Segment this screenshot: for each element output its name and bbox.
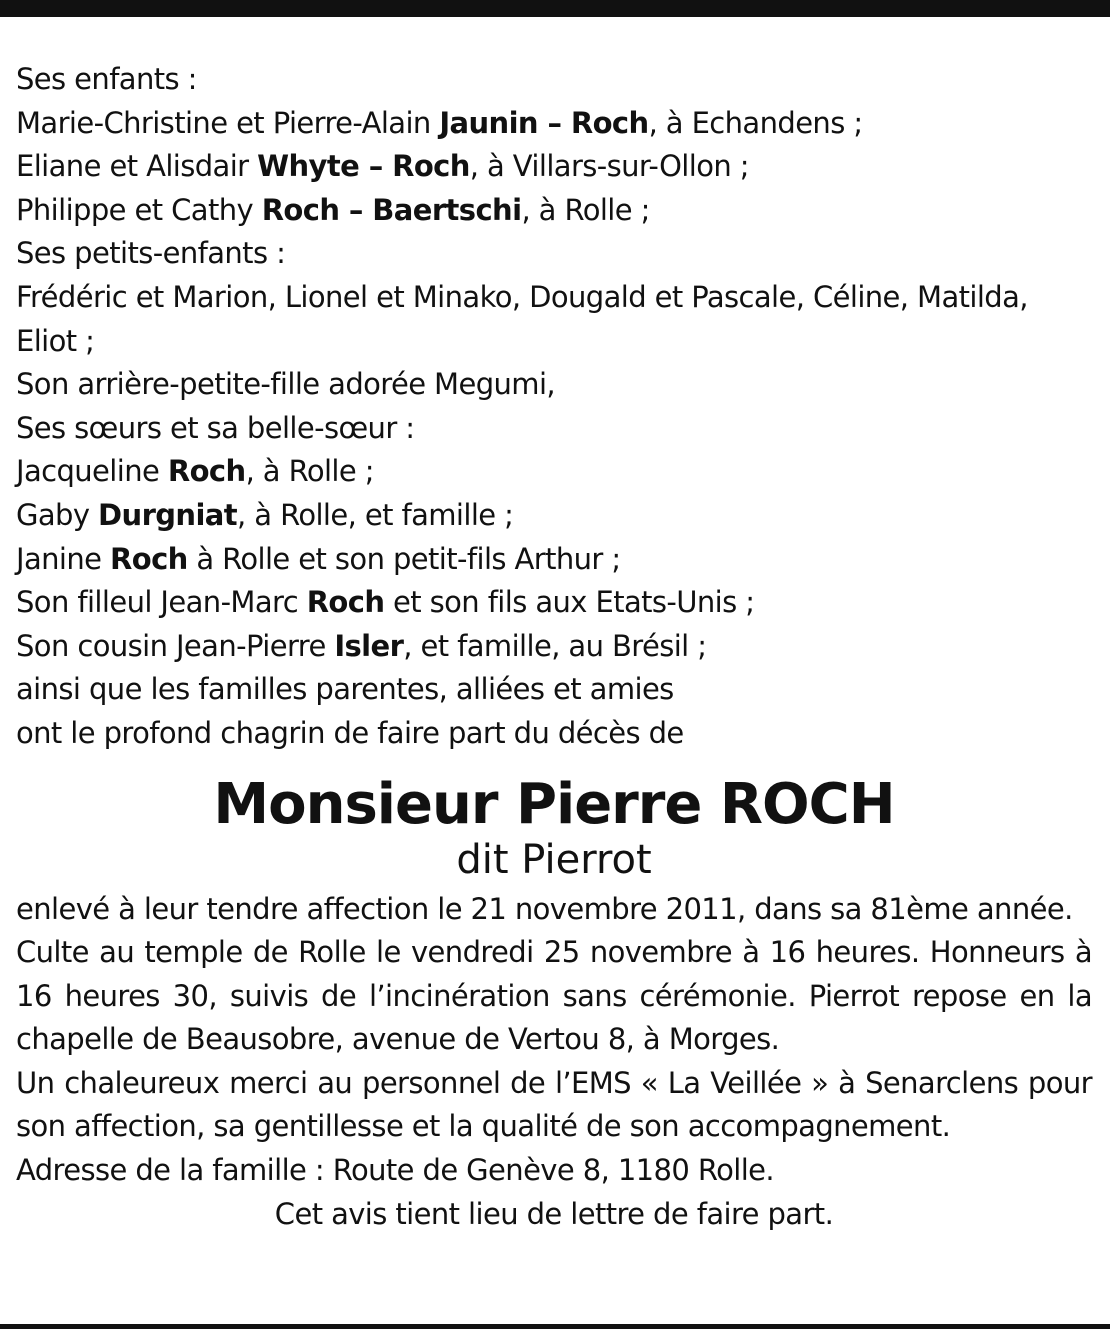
family-line — [16, 232, 1092, 276]
family-text: Son filleul Jean-Marc — [16, 585, 307, 620]
passing-text: enlevé à leur tendre affection le 21 novembre 2011, dans sa 81ème année. — [16, 891, 1073, 926]
family-line — [16, 668, 1092, 712]
family-text: Gaby — [16, 497, 99, 532]
family-line — [16, 276, 1092, 363]
ceremony-text: Culte au temple de Rolle le vendredi 25 novembre à 16 heures. Honneurs à 16 heures 30, suivis de l’incinération sans cérémonie. Pierrot repose en la chapelle de Beausobre, avenue de Vertou 8, à Morges. — [16, 935, 1092, 1057]
deceased-block — [16, 770, 1092, 884]
family-list — [16, 58, 1092, 756]
family-text: Eliane et Alisdair — [16, 149, 258, 184]
family-line — [16, 625, 1092, 669]
family-text: Philippe et Cathy — [16, 192, 262, 227]
family-text: Son cousin Jean-Pierre — [16, 628, 335, 663]
family-text: , à Villars-sur-Ollon ; — [469, 149, 749, 184]
family-text: Jacqueline — [16, 454, 168, 489]
family-surname: Whyte – Roch — [257, 149, 470, 184]
deceased-nickname: dit Pierrot — [456, 836, 652, 883]
family-text: , à Rolle ; — [245, 454, 374, 489]
family-surname: Jaunin – Roch — [439, 105, 649, 140]
family-surname: Roch — [306, 585, 385, 620]
family-line — [16, 58, 1092, 102]
family-surname: Roch — [167, 454, 246, 489]
family-surname: Roch — [110, 541, 188, 576]
family-text: Son arrière-petite-fille adorée Megumi, — [16, 367, 556, 402]
family-text: ainsi que les familles parentes, alliées et amies — [16, 672, 674, 707]
family-line — [16, 494, 1092, 538]
family-text: , à Rolle ; — [521, 192, 650, 227]
family-text: Ses petits-enfants : — [16, 236, 286, 271]
obituary-notice — [16, 58, 1092, 1236]
family-text: , à Echandens ; — [648, 105, 863, 140]
family-text: Frédéric et Marion, Lionel et Minako, Dougald et Pascale, Céline, Matilda, Eliot ; — [16, 279, 1028, 358]
bottom-border-rule — [0, 1324, 1110, 1329]
notice-body — [16, 888, 1092, 1193]
family-line — [16, 712, 1092, 756]
thanks-text: Un chaleureux merci au personnel de l’EMS « La Veillée » à Senarclens pour son affection, sa gentillesse et la qualité de son accompagnement. — [16, 1065, 1092, 1144]
family-text: , à Rolle, et famille ; — [237, 497, 514, 532]
top-border-rule — [0, 0, 1110, 17]
family-surname: Isler — [334, 628, 404, 663]
family-text: et son fils aux Etats-Unis ; — [384, 585, 755, 620]
family-line — [16, 450, 1092, 494]
family-text: Ses sœurs et sa belle-sœur : — [16, 410, 415, 445]
family-line — [16, 189, 1092, 233]
deceased-name: Monsieur Pierre ROCH — [213, 771, 895, 837]
family-text: Janine — [16, 541, 111, 576]
family-text: à Rolle et son petit-fils Arthur ; — [187, 541, 621, 576]
family-line — [16, 363, 1092, 407]
family-line — [16, 145, 1092, 189]
family-address: Adresse de la famille : Route de Genève 8, 1180 Rolle. — [16, 1153, 775, 1188]
family-surname: Roch – Baertschi — [261, 192, 522, 227]
family-line — [16, 581, 1092, 625]
family-text: Ses enfants : — [16, 62, 197, 96]
family-surname: Durgniat — [98, 497, 238, 532]
family-line — [16, 538, 1092, 582]
family-text: Marie-Christine et Pierre-Alain — [16, 105, 440, 140]
family-text: ont le profond chagrin de faire part du décès de — [16, 715, 684, 750]
family-line — [16, 102, 1092, 146]
family-line — [16, 407, 1092, 451]
closing-line: Cet avis tient lieu de lettre de faire part. — [274, 1196, 834, 1231]
family-text: , et famille, au Brésil ; — [403, 628, 707, 663]
